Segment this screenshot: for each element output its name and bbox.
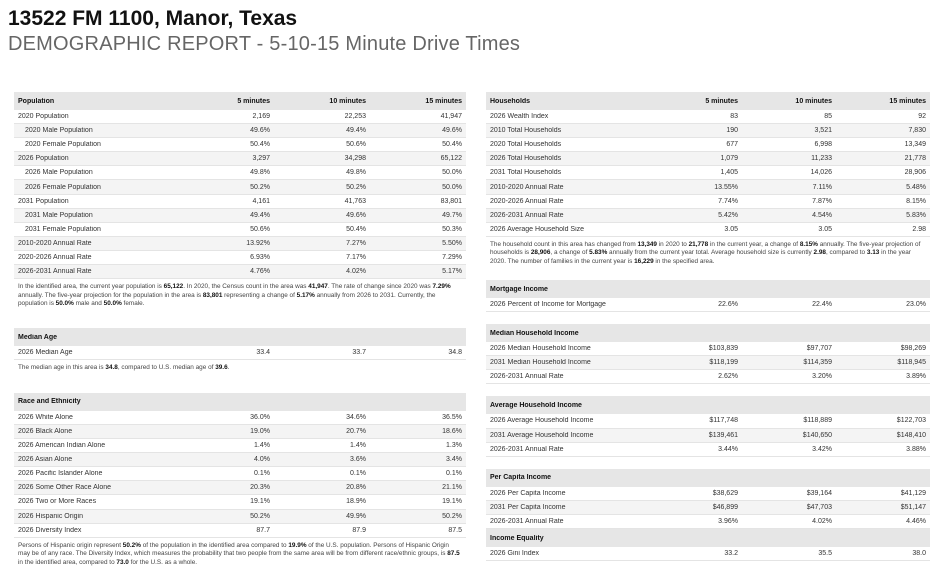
row-value: 22,253: [344, 113, 366, 121]
table-row: [14, 237, 466, 251]
row-value: 3.88%: [906, 445, 926, 453]
row-value: 34.6%: [346, 413, 366, 421]
table-row: [486, 152, 930, 166]
row-value: 7.17%: [346, 253, 366, 261]
row-value: 49.4%: [250, 211, 270, 219]
row-label: 2026 Male Population: [25, 169, 93, 177]
row-value: 34.8: [448, 349, 462, 357]
row-label: 2031 Per Capita Income: [490, 503, 566, 511]
row-label: 2026 Pacific Islander Alone: [18, 470, 103, 478]
row-value: 50.2%: [346, 183, 366, 191]
row-label: 2026 Per Capita Income: [490, 489, 566, 497]
row-label: 2026-2031 Annual Rate: [18, 268, 92, 276]
row-value: 87.9: [352, 526, 366, 534]
row-value: 11,233: [811, 155, 832, 163]
table-row: [14, 481, 466, 495]
report-subtitle: DEMOGRAPHIC REPORT - 5-10-15 Minute Drive Times: [8, 33, 521, 55]
row-value: 1,079: [720, 155, 738, 163]
row-value: 49.8%: [250, 169, 270, 177]
table-row: [486, 166, 930, 180]
row-value: $97,707: [806, 345, 832, 353]
row-value: 3.96%: [718, 517, 738, 525]
row-value: $118,889: [803, 417, 832, 425]
row-label: 2020 Total Households: [490, 141, 562, 149]
row-value: 1.4%: [254, 442, 270, 450]
table-row: [486, 209, 930, 223]
row-value: 14,026: [810, 169, 832, 177]
table-row: [486, 110, 930, 124]
row-value: 1.4%: [350, 442, 366, 450]
table-row: [486, 370, 930, 384]
row-value: 50.0%: [442, 183, 462, 191]
row-value: 33.2: [724, 550, 738, 558]
row-label: 2026 Percent of Income for Mortgage: [490, 301, 606, 309]
row-label: 2031 Total Households: [490, 169, 562, 177]
row-value: 5.42%: [718, 211, 738, 219]
row-value: 92: [918, 113, 926, 121]
row-label: 2026-2031 Annual Rate: [490, 373, 564, 381]
row-value: $46,899: [712, 503, 738, 511]
table-row: [14, 195, 466, 209]
row-value: 50.6%: [346, 141, 366, 149]
row-value: 49.4%: [346, 127, 366, 135]
row-label: 2026 Gini Index: [490, 550, 540, 558]
row-value: 7.87%: [812, 197, 832, 205]
table-row: [14, 166, 466, 180]
row-value: $118,945: [897, 359, 926, 367]
table-row: [486, 356, 930, 370]
table-row: [486, 124, 930, 138]
row-value: 49.6%: [346, 211, 366, 219]
row-value: 4.46%: [906, 517, 926, 525]
row-value: 22.4%: [812, 301, 832, 309]
row-label: 2026 Population: [18, 155, 69, 163]
row-value: 7.11%: [812, 183, 832, 191]
row-value: 33.4: [256, 349, 270, 357]
table-row: [486, 443, 930, 457]
row-value: 50.6%: [250, 225, 270, 233]
row-value: 28,906: [904, 169, 926, 177]
row-label: 2026 American Indian Alone: [18, 442, 106, 450]
table-row: [486, 501, 930, 515]
row-label: 2031 Population: [18, 197, 69, 205]
row-value: 2.62%: [718, 373, 738, 381]
table-row: [486, 298, 930, 312]
table-row: [486, 547, 930, 561]
row-value: 87.5: [448, 526, 462, 534]
median-household-income-table: [486, 324, 930, 384]
row-value: 4.54%: [812, 211, 832, 219]
row-value: 0.1%: [446, 470, 462, 478]
row-value: $140,650: [802, 431, 832, 439]
row-value: 49.7%: [442, 211, 462, 219]
table-row: [14, 124, 466, 138]
row-value: 3,297: [252, 155, 270, 163]
row-value: $51,147: [900, 503, 926, 511]
row-value: 20.3%: [250, 484, 270, 492]
table-row: [486, 195, 930, 209]
row-label: 2026 Diversity Index: [18, 526, 82, 534]
row-label: 2026 Median Household Income: [490, 345, 591, 353]
row-value: 3.05: [724, 225, 738, 233]
row-value: $39,164: [806, 489, 832, 497]
row-value: 3.89%: [906, 373, 926, 381]
table-header: Race and Ethnicity: [14, 393, 466, 411]
row-value: $41,129: [900, 489, 926, 497]
row-value: 50.4%: [250, 141, 270, 149]
report-title: 13522 FM 1100, Manor, Texas: [8, 7, 298, 30]
table-row: [486, 342, 930, 356]
row-value: 3,521: [814, 127, 832, 135]
table-row: [14, 180, 466, 194]
row-value: $122,703: [896, 417, 926, 425]
table-header: Per Capita Income: [486, 469, 930, 487]
right-column: [486, 92, 930, 561]
race-ethnicity-table: [14, 393, 466, 567]
row-value: 65,122: [440, 155, 462, 163]
row-value: 3.05: [818, 225, 832, 233]
row-value: 83: [730, 113, 738, 121]
row-value: 85: [824, 113, 832, 121]
table-row: [486, 429, 930, 443]
row-value: 50.0%: [442, 169, 462, 177]
row-value: 7.29%: [442, 253, 462, 261]
table-row: [486, 515, 930, 529]
row-value: 50.2%: [250, 183, 270, 191]
row-value: 20.8%: [346, 484, 366, 492]
row-value: 21.1%: [442, 484, 462, 492]
row-value: 2.98: [912, 225, 926, 233]
row-value: 1.3%: [446, 442, 462, 450]
population-table: [14, 92, 466, 308]
table-row: [14, 495, 466, 509]
row-value: 4.76%: [250, 268, 270, 276]
row-value: 7.74%: [718, 197, 738, 205]
row-value: 35.5: [818, 550, 832, 558]
row-value: 5.48%: [906, 183, 926, 191]
row-value: $103,839: [708, 345, 738, 353]
table-row: [486, 414, 930, 428]
row-value: 36.5%: [442, 413, 462, 421]
row-label: 2026-2031 Annual Rate: [490, 445, 564, 453]
row-label: 2026 Female Population: [25, 183, 101, 191]
table-row: [14, 251, 466, 265]
row-value: $98,269: [900, 345, 926, 353]
row-value: 18.6%: [442, 427, 462, 435]
row-value: 50.3%: [442, 225, 462, 233]
row-value: 6.93%: [250, 253, 270, 261]
row-value: 20.7%: [346, 427, 366, 435]
table-row: [486, 223, 930, 237]
row-value: 19.0%: [250, 427, 270, 435]
population-note: In the identified area, the current year population is 65,122. In 2020, the Census count in the area was 41,947. The rate of change since 2020 was 7.29% annually. The five-year projection for the population in the area is 83,801 representing a change of 5.17% annually from 2026 to 2031. Currently, the population is 50.0% male and 50.0% female.: [18, 283, 451, 307]
row-label: 2026 Hispanic Origin: [18, 512, 83, 520]
row-value: 13.55%: [714, 183, 738, 191]
row-value: 0.1%: [350, 470, 366, 478]
table-row: [486, 138, 930, 152]
row-value: 3.44%: [718, 445, 738, 453]
row-value: 3.6%: [350, 456, 366, 464]
row-value: $38,629: [712, 489, 738, 497]
row-label: 2026 Some Other Race Alone: [18, 484, 112, 492]
row-value: 83,801: [440, 197, 462, 205]
row-value: 41,947: [440, 113, 462, 121]
row-value: 41,763: [344, 197, 366, 205]
table-header: Median Age: [14, 328, 466, 346]
row-value: $118,199: [709, 359, 738, 367]
table-row: [14, 152, 466, 166]
row-label: 2026 Average Household Income: [490, 417, 594, 425]
row-label: 2026-2031 Annual Rate: [490, 517, 564, 525]
row-label: 2026 White Alone: [18, 413, 73, 421]
row-value: 50.2%: [250, 512, 270, 520]
row-value: 49.8%: [346, 169, 366, 177]
row-value: 0.1%: [254, 470, 270, 478]
table-header: Mortgage Income: [486, 280, 930, 298]
table-row: [14, 265, 466, 279]
per-capita-income-table: [486, 469, 930, 529]
row-value: 3.4%: [446, 456, 462, 464]
table-row: [486, 487, 930, 501]
table-row: [14, 209, 466, 223]
row-value: 4.02%: [346, 268, 366, 276]
table-row: [14, 467, 466, 481]
row-value: 18.9%: [346, 498, 366, 506]
average-household-income-table: [486, 396, 930, 456]
row-label: 2026 Median Age: [18, 349, 73, 357]
row-label: 2010-2020 Annual Rate: [18, 239, 92, 247]
row-label: 2020 Female Population: [25, 141, 101, 149]
row-label: 2031 Average Household Income: [490, 431, 594, 439]
row-value: 7.27%: [346, 239, 366, 247]
row-value: 34,298: [344, 155, 366, 163]
row-value: 4,161: [252, 197, 270, 205]
row-label: 2031 Median Household Income: [490, 359, 591, 367]
row-value: 5.83%: [906, 211, 926, 219]
row-value: 50.2%: [442, 512, 462, 520]
row-value: 3.20%: [812, 373, 832, 381]
table-header: Median Household Income: [486, 324, 930, 342]
row-value: $148,410: [896, 431, 926, 439]
row-value: 6,998: [814, 141, 832, 149]
table-row: [14, 110, 466, 124]
row-label: 2020-2026 Annual Rate: [490, 197, 564, 205]
median-age-note: The median age in this area is 34.8, compared to U.S. median age of 39.6.: [18, 364, 230, 372]
race-note: Persons of Hispanic origin represent 50.2% of the population in the identified area compared to 19.9% of the U.S. population. Persons of Hispanic Origin may be of any race. The Diversity Index, which measures the probability that two people from the same area will be from different race/ethnic groups, is 87.5 in the identified area, compared to 73.0 for the U.S. as a whole.: [18, 541, 460, 566]
row-value: 190: [726, 127, 738, 135]
row-label: 2026 Asian Alone: [18, 456, 73, 464]
row-label: 2020 Population: [18, 113, 69, 121]
row-label: 2020 Male Population: [25, 127, 93, 135]
table-row: [14, 138, 466, 152]
row-label: 2026 Total Households: [490, 155, 562, 163]
report-header: [8, 6, 520, 56]
row-value: 23.0%: [906, 301, 926, 309]
row-value: $114,359: [803, 359, 832, 367]
row-value: 49.6%: [250, 127, 270, 135]
row-value: 13.92%: [246, 239, 270, 247]
row-value: 21,778: [904, 155, 926, 163]
table-row: [14, 346, 466, 360]
income-equality-table: [486, 529, 930, 561]
row-value: 1,405: [720, 169, 738, 177]
table-row: [14, 223, 466, 237]
table-header: Households 5 minutes 10 minutes 15 minutes: [486, 92, 930, 110]
households-table: [486, 92, 930, 266]
table-row: [14, 439, 466, 453]
row-value: 19.1%: [250, 498, 270, 506]
table-row: [14, 510, 466, 524]
row-value: 4.0%: [254, 456, 270, 464]
row-label: 2026 Two or More Races: [18, 498, 97, 506]
row-label: 2026-2031 Annual Rate: [490, 211, 564, 219]
row-label: 2031 Male Population: [25, 211, 93, 219]
households-note: The household count in this area has changed from 13,349 in 2020 to 21,778 in the current year, a change of 8.15% annually. The five-year projection of households is 28,906, a change of 5.83% annually from the current year total. Average household size is currently 2.98, compared to 3.13 in the year 2020. The number of families in the current year is 16,229 in the specified area.: [490, 240, 921, 265]
row-value: 5.17%: [442, 268, 462, 276]
table-row: [486, 180, 930, 194]
left-column: [14, 92, 466, 567]
row-label: 2026 Average Household Size: [490, 225, 585, 233]
row-value: 49.9%: [346, 512, 366, 520]
median-age-table: [14, 328, 466, 373]
row-label: 2026 Wealth Index: [490, 113, 549, 121]
table-row: [14, 524, 466, 538]
row-label: 2010-2020 Annual Rate: [490, 183, 564, 191]
row-value: 50.4%: [346, 225, 366, 233]
mortgage-income-table: [486, 280, 930, 312]
row-value: 2,169: [252, 113, 270, 121]
table-header: Population 5 minutes 10 minutes 15 minutes: [14, 92, 466, 110]
row-value: 19.1%: [442, 498, 462, 506]
table-header: Income Equality: [486, 529, 930, 547]
row-value: 7,830: [908, 127, 926, 135]
row-value: 22.6%: [718, 301, 738, 309]
row-value: 3.42%: [812, 445, 832, 453]
table-row: [14, 425, 466, 439]
row-value: 4.02%: [812, 517, 832, 525]
row-value: 13,349: [904, 141, 926, 149]
row-value: $139,461: [708, 431, 738, 439]
row-label: 2031 Female Population: [25, 225, 101, 233]
row-value: 8.15%: [906, 197, 926, 205]
row-value: 36.0%: [250, 413, 270, 421]
row-label: 2026 Black Alone: [18, 427, 73, 435]
row-value: 33.7: [352, 349, 366, 357]
row-label: 2010 Total Households: [490, 127, 562, 135]
table-row: [14, 453, 466, 467]
row-value: $47,703: [806, 503, 832, 511]
row-value: 49.6%: [442, 127, 462, 135]
table-header: Average Household Income: [486, 396, 930, 414]
row-value: 50.4%: [442, 141, 462, 149]
table-row: [14, 411, 466, 425]
row-value: 5.50%: [442, 239, 462, 247]
row-value: 677: [726, 141, 738, 149]
row-value: 38.0: [912, 550, 926, 558]
row-label: 2020-2026 Annual Rate: [18, 253, 92, 261]
row-value: 87.7: [256, 526, 270, 534]
row-value: $117,748: [709, 417, 738, 425]
